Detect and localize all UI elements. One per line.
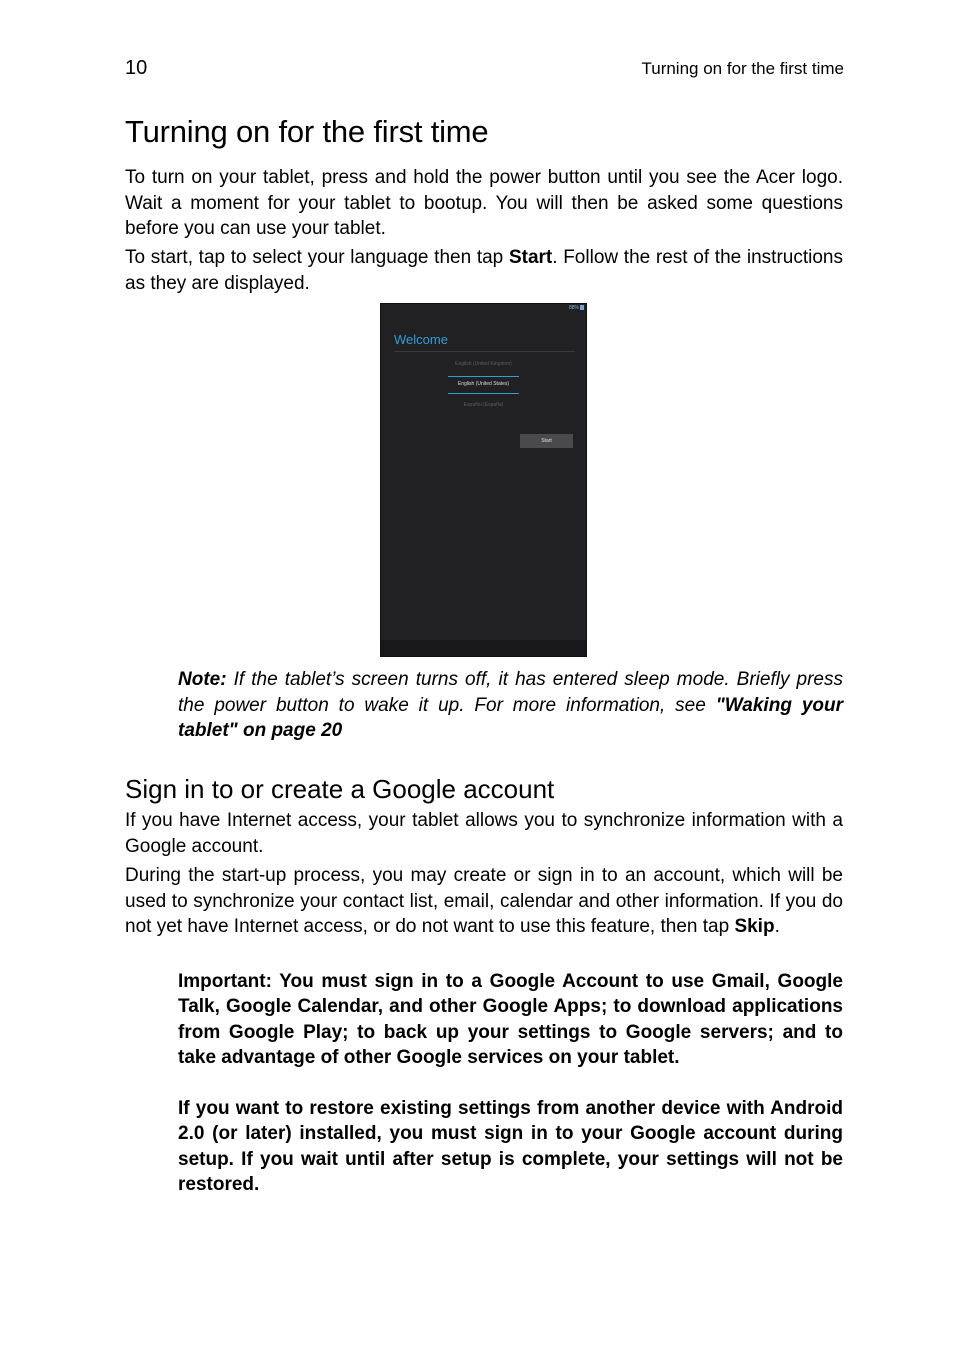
start-text-pre: To start, tap to select your language then tap	[125, 247, 509, 268]
tablet-screenshot	[380, 303, 587, 657]
language-option[interactable]: Español (España)	[463, 402, 504, 408]
restore-warning: If you want to restore existing settings from another device with Android 2.0 (or later) installed, you must sign in to your Google account during setup. If you wait until after setup is complete, your settings will not be restored.	[178, 1098, 843, 1195]
setup-paragraph	[125, 863, 843, 940]
setup-text-post: .	[774, 916, 780, 937]
skip-keyword: Skip	[734, 916, 775, 937]
heading-divider	[394, 351, 575, 352]
navigation-bar	[381, 640, 586, 656]
note-block	[178, 667, 843, 744]
battery-level: 88%	[568, 305, 579, 311]
intro-paragraph: To turn on your tablet, press and hold the power button until you see the Acer logo. Wait a moment for your tablet to bootup. You will then be asked some questions before you can use your tablet.	[125, 167, 843, 239]
section-title: Turning on for the first time	[125, 114, 489, 149]
start-button[interactable]: Start	[520, 434, 573, 448]
language-option-selected[interactable]: English (United States)	[457, 381, 510, 387]
note-link[interactable]: "Waking your tablet" on page 20	[178, 694, 843, 741]
note-label: Note:	[178, 669, 227, 690]
selection-line-top	[448, 376, 519, 377]
setup-text-pre: During the start-up process, you may create or sign in to an account, which will be used to synchronize your contact list, email, calendar and other information. If you do not yet have Internet access, or do not want to use this feature, then tap	[125, 865, 843, 937]
page-number: 10	[125, 57, 148, 79]
important-block: Important: You must sign in to a Google Account to use Gmail, Google Talk, Google Calendar, and other Google Apps; to download applications from Google Play; to back up your settings to Google servers; and to take advantage of other Google services on your tablet.	[178, 971, 843, 1068]
status-bar	[569, 305, 584, 311]
running-title: Turning on for the first time	[641, 59, 844, 78]
battery-icon	[580, 305, 584, 310]
start-keyword: Start	[508, 247, 553, 268]
start-text-post: . Follow the rest of the instructions as they are displayed.	[125, 247, 843, 294]
start-paragraph	[125, 245, 843, 296]
language-option[interactable]: English (United Kingdom)	[455, 361, 512, 367]
welcome-heading: Welcome	[394, 332, 448, 347]
note-text: If the tablet’s screen turns off, it has entered sleep mode. Briefly press the power button to wake it up. For more information, see	[178, 669, 843, 716]
subsection-title: Sign in to or create a Google account	[125, 774, 555, 804]
google-intro-paragraph: If you have Internet access, your tablet allows you to synchronize information with a Google account.	[125, 810, 843, 857]
selection-line-bottom	[448, 393, 519, 394]
